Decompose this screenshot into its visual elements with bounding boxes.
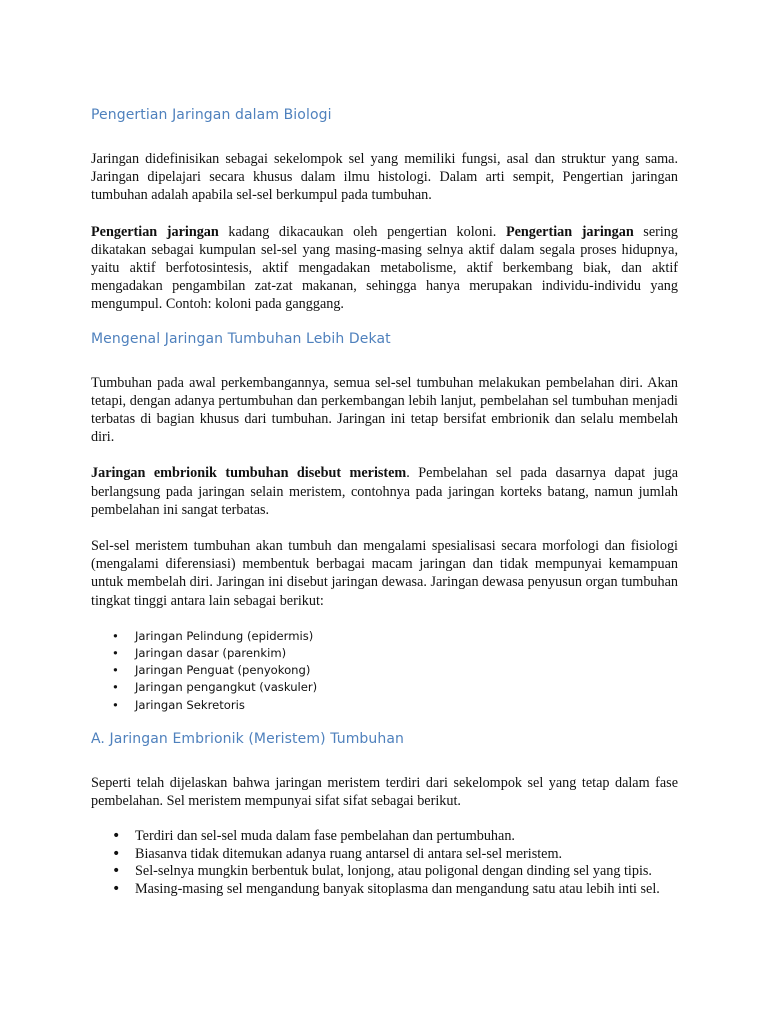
bullet-icon: •	[112, 828, 121, 845]
paragraph: Tumbuhan pada awal perkembangannya, semua sel-sel tumbuhan melakukan pembelahan diri. Akan tetapi, dengan adanya pertumbuhan dan perkembangan lebih lanjut, pembelahan sel tumbuhan menjadi terbatas di bagian khusus dari tumbuhan. Jaringan ini tetap bersifat embrionik dan selalu membelah diri.	[91, 374, 678, 446]
jaringan-dewasa-list	[91, 628, 678, 714]
list-item: • Jaringan Penguat (penyokong)	[91, 662, 678, 679]
bullet-icon: •	[112, 845, 121, 862]
sifat-meristem-list	[91, 828, 678, 898]
paragraph: Sel-sel meristem tumbuhan akan tumbuh dan mengalami spesialisasi secara morfologi dan fisiologi (mengalami diferensiasi) membentuk berbagai macam jaringan dan tidak mempunyai kemampuan untuk membelah diri. Jaringan ini disebut jaringan dewasa. Jaringan dewasa penyusun organ tumbuhan tingkat tinggi antara lain sebagai berikut:	[91, 538, 678, 609]
list-item: • Jaringan Sekretoris	[91, 697, 678, 714]
list-item: • Jaringan pengangkut (vaskuler)	[91, 679, 678, 696]
bullet-icon: •	[112, 863, 121, 880]
paragraph: Seperti telah dijelaskan bahwa jaringan meristem terdiri dari sekelompok sel yang tetap dalam fase pembelahan. Sel meristem mempunyai sifat sifat sebagai berikut.	[91, 774, 678, 810]
list-item: • Jaringan Pelindung (epidermis)	[91, 628, 678, 645]
paragraph-text: sering dikatakan sebagai kumpulan sel-sel yang masing-masing selnya aktif dalam segala proses hidupnya, yaitu aktif berfotosintesis, aktif mengadakan metabolisme, aktif berkembang biak, dan aktif mengadakan pengambilan zat-zat makanan, sehingga hanya merupakan individu-individu yang mengumpul. Contoh: koloni pada ganggang.	[91, 223, 678, 313]
paragraph: Jaringan didefinisikan sebagai sekelompok sel yang memiliki fungsi, asal dan struktur yang sama. Jaringan dipelajari secara khusus dalam ilmu histologi. Dalam arti sempit, Pengertian jaringan tumbuhan adalah apabila sel-sel berkumpul pada tumbuhan.	[91, 151, 678, 204]
bullet-icon: •	[112, 881, 121, 898]
bullet-icon: •	[112, 663, 119, 678]
paragraph-text: kadang dikacaukan oleh pengertian koloni.	[218, 223, 506, 240]
bullet-icon: •	[112, 680, 119, 695]
paragraph	[91, 223, 678, 314]
section-heading-pengertian: Pengertian Jaringan dalam Biologi	[91, 107, 332, 123]
document-page	[91, 104, 678, 899]
section-heading-meristem: A. Jaringan Embrionik (Meristem) Tumbuhan	[91, 730, 405, 747]
paragraph	[91, 464, 678, 519]
list-item: • Masing-masing sel mengandung banyak sitoplasma dan mengandung satu atau lebih inti sel.	[112, 881, 660, 898]
bold-term: Pengertian jaringan	[505, 223, 634, 240]
list-item: • Jaringan dasar (parenkim)	[91, 645, 678, 662]
bullet-icon: •	[112, 628, 119, 643]
bold-term: Pengertian jaringan	[91, 223, 219, 240]
list-item: • Biasanva tidak ditemukan adanya ruang antarsel di antara sel-sel meristem.	[112, 845, 563, 862]
bullet-icon: •	[112, 697, 119, 712]
list-item: • Sel-selnya mungkin berbentuk bulat, lonjong, atau poligonal dengan dinding sel yang tipis.	[112, 863, 652, 880]
bullet-icon: •	[112, 646, 119, 661]
paragraph-text: . Pembelahan sel pada dasarnya dapat juga berlangsung pada jaringan selain meristem, contohnya pada jaringan korteks batang, namun jumlah pembelahan ini sangat terbatas.	[91, 465, 678, 518]
list-item: • Terdiri dan sel-sel muda dalam fase pembelahan dan pertumbuhan.	[112, 828, 515, 845]
bold-term: Jaringan embrionik tumbuhan disebut meristem	[91, 465, 407, 482]
section-heading-mengenal: Mengenal Jaringan Tumbuhan Lebih Dekat	[91, 330, 391, 347]
